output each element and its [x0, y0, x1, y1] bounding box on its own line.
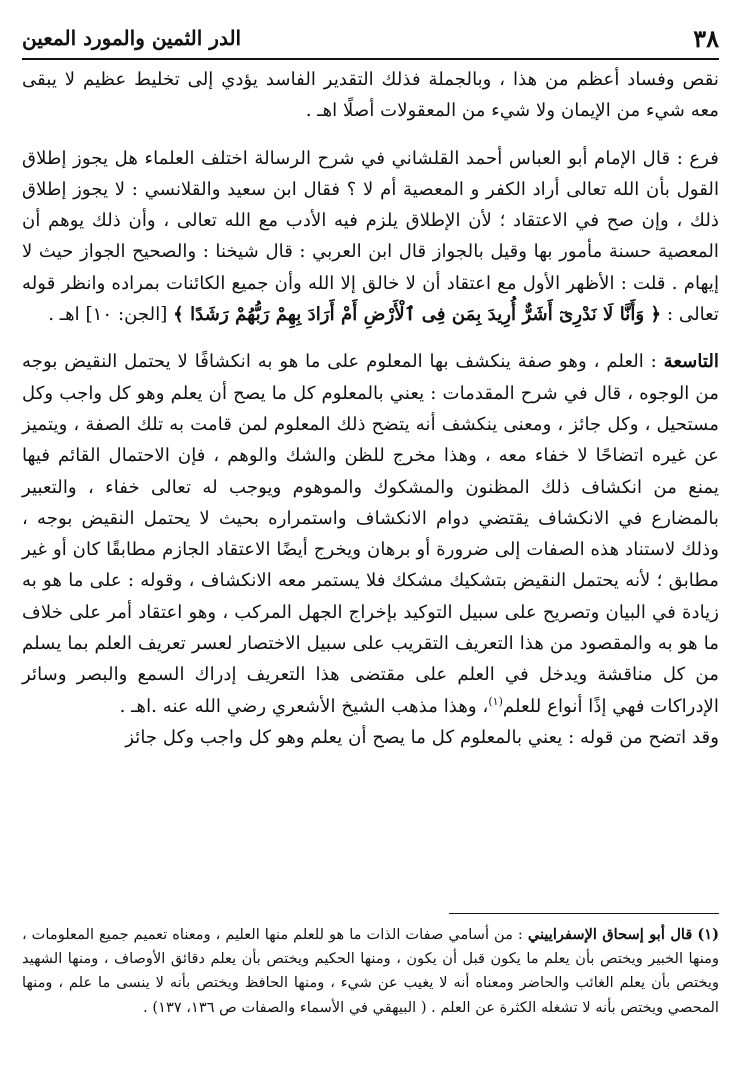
book-title: الدر الثمين والمورد المعين	[22, 26, 242, 50]
verse-reference: [الجن: ١٠] اهـ .	[48, 304, 168, 326]
paragraph-2-text: فرع : قال الإمام أبو العباس أحمد القلشاني في شرح الرسالة اختلف العلماء هل يجوز إطلاق القول بأن الله تعالى أراد الكفر و المعصية أم لا ؟ فقال ابن سعيد والقلانسي : لا يجوز إطلاق ذلك ، وإن صح في الاعتقاد ؛ لأن الإطلاق يلزم فيه الأدب مع الله تعالى ، وأن ذلك يوهم أن المعصية حسنة مأمور بها وقيل بالجواز قال ابن العربي : قال شيخنا : والصحيح الجواز حيث لا إيهام . قلت : الأظهر الأول مع اعتقاد أن لا خالق إلا الله وأن جميع الكائنات بمراده وانظر قوله تعالى :	[22, 147, 719, 326]
paragraph-1: نقص وفساد أعظم من هذا ، وبالجملة فذلك التقدير الفاسد يؤدي إلى تخليط عظيم لا يبقى معه شيء من الإيمان ولا شيء من المعقولات أصلًا اهـ .	[22, 69, 719, 122]
paragraph-3-end: ، وهذا مذهب الشيخ الأشعري رضي الله عنه .اهـ .	[119, 695, 489, 717]
page-number: ٣٨	[693, 23, 719, 53]
section-heading-ninth: التاسعة	[663, 351, 719, 373]
paragraph-2	[22, 143, 719, 331]
footnote	[22, 923, 719, 1020]
paragraph-3	[22, 346, 719, 722]
footnote-text: : من أسامي صفات الذات ما هو للعلم منها العليم ، ومعناه تعميم جميع المعلومات ، ومنها الخبير ويختص بأن يعلم ما يكون قبل أن يكون ، ومنها الحكيم ويختص بأن يعلم دقائق الأوصاف ، ومنها الشهيد ويختص بأن يعلم الغائب والحاضر ومعناه أنه لا يغيب عن شيء ، ومنها الحافظ ويختص بأنه لا ينسى ما علم ، ومنها المحصي ويختص بأنه لا تشغله الكثرة عن العلم . ( البيهقي في الأسماء والصفات ص ١٣٦، ١٣٧) .	[22, 926, 719, 1016]
footnote-marker: (١)	[697, 926, 719, 943]
quran-verse: ﴿ وَأَنَّا لَا نَدْرِىٓ أَشَرٌّ أُرِيدَ بِمَن فِى ٱلْأَرْضِ أَمْ أَرَادَ بِهِمْ رَبُّهُمْ رَشَدًا ﴾	[173, 304, 662, 326]
footnote-author: قال أبو إسحاق الإسفراييني	[527, 926, 693, 943]
footnote-reference: (١)	[488, 694, 503, 708]
main-text	[22, 64, 719, 753]
header-divider	[22, 58, 719, 60]
paragraph-4: وقد اتضح من قوله : يعني بالمعلوم كل ما يصح أن يعلم وهو كل واجب وكل جائز	[125, 726, 719, 748]
footnote-divider	[449, 913, 719, 914]
paragraph-3-text: : العلم ، وهو صفة ينكشف بها المعلوم على ما هو به انكشافًا لا يحتمل النقيض بوجه من الوجوه ، قال في شرح المقدمات : يعني بالمعلوم كل ما يصح أن يعلم وهو كل واجب وكل مستحيل ، وكل جائز ، ومعنى ينكشف أنه يتضح ذلك المعلوم لمن قامت به تلك الصفة ، ويتميز عن غيره اتضاحًا لا خفاء معه ، وهذا مخرج للظن والشك والوهم ، فإن الاحتمال القائم فيها يمنع من انكشاف ذلك المظنون والمشكوك والموهوم ويوجب له تعالى خفاء ، والتعبير بالمضارع في الانكشاف يقتضي دوام الانكشاف واستمراره بحيث لا يحتمل النقيض بوجه ، وذلك لاستناد هذه الصفات إلى ضرورة أو برهان ويخرج أيضًا الاعتقاد الجازم مطابقًا كان أو غير مطابق ؛ لأنه يحتمل النقيض بتشكيك مشكك فلا يستمر معه الانكشاف ، وقوله : على ما هو به زيادة في البيان وتصريح على سبيل التوكيد بإخراج الجهل المركب ، وهو اعتقاد أمر على خلاف ما هو به والمقصود من هذا التعريف التقريب على سبيل الاختصار لعسر تعريف العلم بما يسلم من كل مناقشة ويدخل في العلم على مقتضى هذا التعريف إدراك السمع والبصر وسائر الإدراكات فهي إذًا أنواع للعلم	[22, 351, 720, 717]
page-header	[22, 18, 719, 58]
